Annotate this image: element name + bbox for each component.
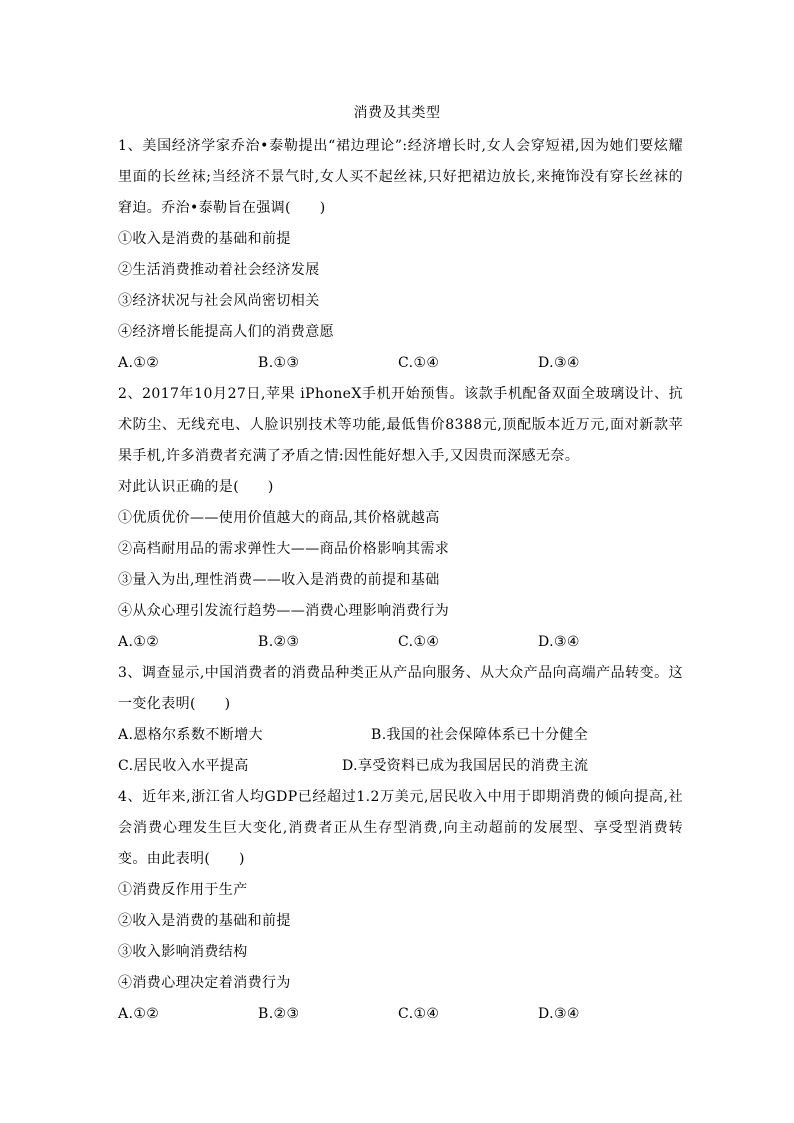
q4-option-b[interactable]: B.②③ xyxy=(258,1006,300,1022)
q3-option-b[interactable]: B.我国的社会保障体系已十分健全 xyxy=(371,727,589,743)
q2-option-b[interactable]: B.②③ xyxy=(258,634,300,650)
question-1-stem: 1、美国经济学家乔治•泰勒提出“裙边理论”:经济增长时,女人会穿短裙,因为她们要炫耀里面的长丝袜;当经济不景气时,女人买不起丝袜,只好把裙边放长,来掩饰没有穿长丝袜的窘迫。乔治•泰勒旨在强调( ) xyxy=(118,138,683,216)
q1-options xyxy=(118,348,683,379)
q2-option-c[interactable]: C.①④ xyxy=(398,634,440,650)
q1-option-c[interactable]: C.①④ xyxy=(398,355,440,371)
q4-item-3: ③收入影响消费结构 xyxy=(118,944,248,960)
q2-item-3: ③量入为出,理性消费——收入是消费的前提和基础 xyxy=(118,572,440,588)
q1-item-3: ③经济状况与社会风尚密切相关 xyxy=(118,293,320,309)
q3-option-a[interactable]: A.恩格尔系数不断增大 xyxy=(118,727,263,743)
q1-option-b[interactable]: B.①③ xyxy=(258,355,300,371)
q3-option-c[interactable]: C.居民收入水平提高 xyxy=(118,758,249,774)
question-2-stem: 2、2017年10月27日,苹果 iPhoneX手机开始预售。该款手机配备双面全玻璃设计、抗术防尘、无线充电、人脸识别技术等功能,最低售价8388元,顶配版本近万元,面对新款苹果手机,许多消费者充满了矛盾之情:因性能好想入手,又因贵而深感无奈。 xyxy=(118,386,683,464)
question-4-stem: 4、近年来,浙江省人均GDP已经超过1.2万美元,居民收入中用于即期消费的倾向提高,社会消费心理发生巨大变化,消费者正从生存型消费,向主动超前的发展型、享受型消费转变。由此表明( ) xyxy=(118,789,683,867)
q1-item-1: ①收入是消费的基础和前提 xyxy=(118,231,291,247)
q4-option-d[interactable]: D.③④ xyxy=(538,1006,580,1022)
q4-item-2: ②收入是消费的基础和前提 xyxy=(118,913,291,929)
question-3-stem: 3、调查显示,中国消费者的消费品种类正从产品向服务、从大众产品向高端产品转变。这一变化表明( ) xyxy=(118,665,683,712)
q3-options-row-2 xyxy=(118,751,683,782)
question-list xyxy=(118,131,683,1030)
q4-options xyxy=(118,999,683,1030)
q2-options xyxy=(118,627,683,658)
question-2-prompt: 对此认识正确的是( ) xyxy=(118,479,274,495)
q3-options-row-1 xyxy=(118,720,683,751)
q4-option-c[interactable]: C.①④ xyxy=(398,1006,440,1022)
q2-option-a[interactable]: A.①② xyxy=(118,634,160,650)
q1-item-4: ④经济增长能提高人们的消费意愿 xyxy=(118,324,334,340)
q3-option-d[interactable]: D.享受资料已成为我国居民的消费主流 xyxy=(342,758,589,774)
q2-item-4: ④从众心理引发流行趋势——消费心理影响消费行为 xyxy=(118,603,450,619)
q2-item-2: ②高档耐用品的需求弹性大——商品价格影响其需求 xyxy=(118,541,450,557)
q1-option-d[interactable]: D.③④ xyxy=(538,355,580,371)
q2-item-1: ①优质优价——使用价值越大的商品,其价格就越高 xyxy=(118,510,440,526)
q4-option-a[interactable]: A.①② xyxy=(118,1006,160,1022)
q1-item-2: ②生活消费推动着社会经济发展 xyxy=(118,262,320,278)
q2-option-d[interactable]: D.③④ xyxy=(538,634,580,650)
q4-item-1: ①消费反作用于生产 xyxy=(118,882,248,898)
q1-option-a[interactable]: A.①② xyxy=(118,355,160,371)
page-title: 消费及其类型 xyxy=(353,105,441,121)
q4-item-4: ④消费心理决定着消费行为 xyxy=(118,975,291,991)
